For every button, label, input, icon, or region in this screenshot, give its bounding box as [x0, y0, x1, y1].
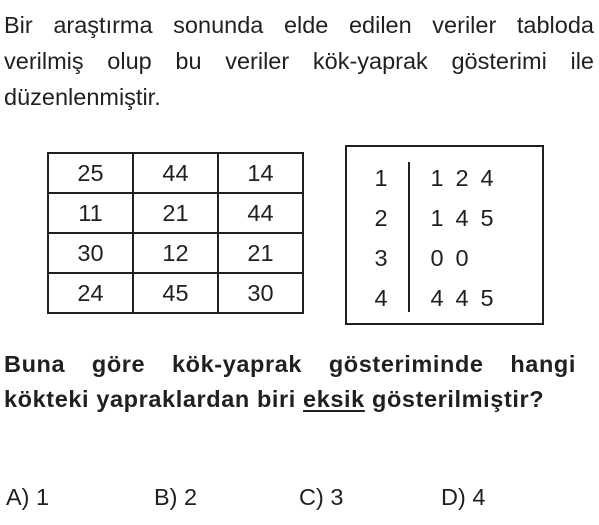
option-letter: D)	[441, 484, 466, 510]
answer-options	[6, 482, 566, 512]
table-cell: 44	[218, 193, 303, 233]
question-emphasis: eksik	[303, 386, 365, 412]
table-cell: 45	[133, 273, 218, 313]
stem-value: 2	[374, 205, 388, 231]
leaf-value: 4	[480, 165, 494, 191]
table-cell: 12	[133, 233, 218, 273]
leaf-value: 0	[430, 245, 444, 271]
option-d[interactable]	[441, 482, 485, 512]
option-letter: A)	[6, 484, 30, 510]
option-value: 3	[330, 484, 344, 510]
stem-leaf-row	[347, 198, 542, 238]
stem-leaf-row	[347, 278, 542, 318]
leaf-value: 2	[455, 165, 469, 191]
leaf-value: 0	[455, 245, 469, 271]
stem-leaf-row	[347, 158, 542, 198]
stem-leaf-row	[347, 238, 542, 278]
table-cell: 14	[218, 153, 303, 193]
stem-value: 1	[374, 165, 388, 191]
table-row	[48, 233, 303, 273]
leaf-value: 5	[480, 205, 494, 231]
table-cell: 24	[48, 273, 133, 313]
option-value: 2	[184, 484, 198, 510]
table-cell: 25	[48, 153, 133, 193]
option-a[interactable]	[6, 482, 49, 512]
table-cell: 30	[218, 273, 303, 313]
table-cell: 21	[218, 233, 303, 273]
stem-leaf-plot	[345, 145, 544, 325]
table-row	[48, 193, 303, 233]
option-b[interactable]	[154, 482, 197, 512]
leaf-value: 4	[455, 205, 469, 231]
table-row	[48, 273, 303, 313]
stem-value: 4	[374, 285, 388, 311]
stem-value: 3	[374, 245, 388, 271]
option-c[interactable]	[299, 482, 343, 512]
question-text-before: Buna göre kök-yaprak gösteriminde hangi kökteki yapraklardan biri	[4, 351, 576, 412]
leaf-value: 5	[480, 285, 494, 311]
option-letter: C)	[299, 484, 324, 510]
option-letter: B)	[154, 484, 178, 510]
table-cell: 30	[48, 233, 133, 273]
data-table	[47, 152, 304, 314]
question-text-after: gösterilmiştir?	[364, 386, 545, 412]
intro-text: Bir araştırma sonunda elde edilen veriler tabloda verilmiş olup bu veriler kök-yaprak gösterimi ile düzenlenmiştir.	[4, 12, 594, 110]
table-row	[48, 153, 303, 193]
leaf-value: 1	[430, 165, 444, 191]
option-value: 1	[36, 484, 50, 510]
leaf-value: 4	[455, 285, 469, 311]
question-text	[4, 347, 576, 417]
leaf-value: 4	[430, 285, 444, 311]
option-value: 4	[472, 484, 486, 510]
table-cell: 21	[133, 193, 218, 233]
leaf-value: 1	[430, 205, 444, 231]
table-cell: 11	[48, 193, 133, 233]
table-cell: 44	[133, 153, 218, 193]
